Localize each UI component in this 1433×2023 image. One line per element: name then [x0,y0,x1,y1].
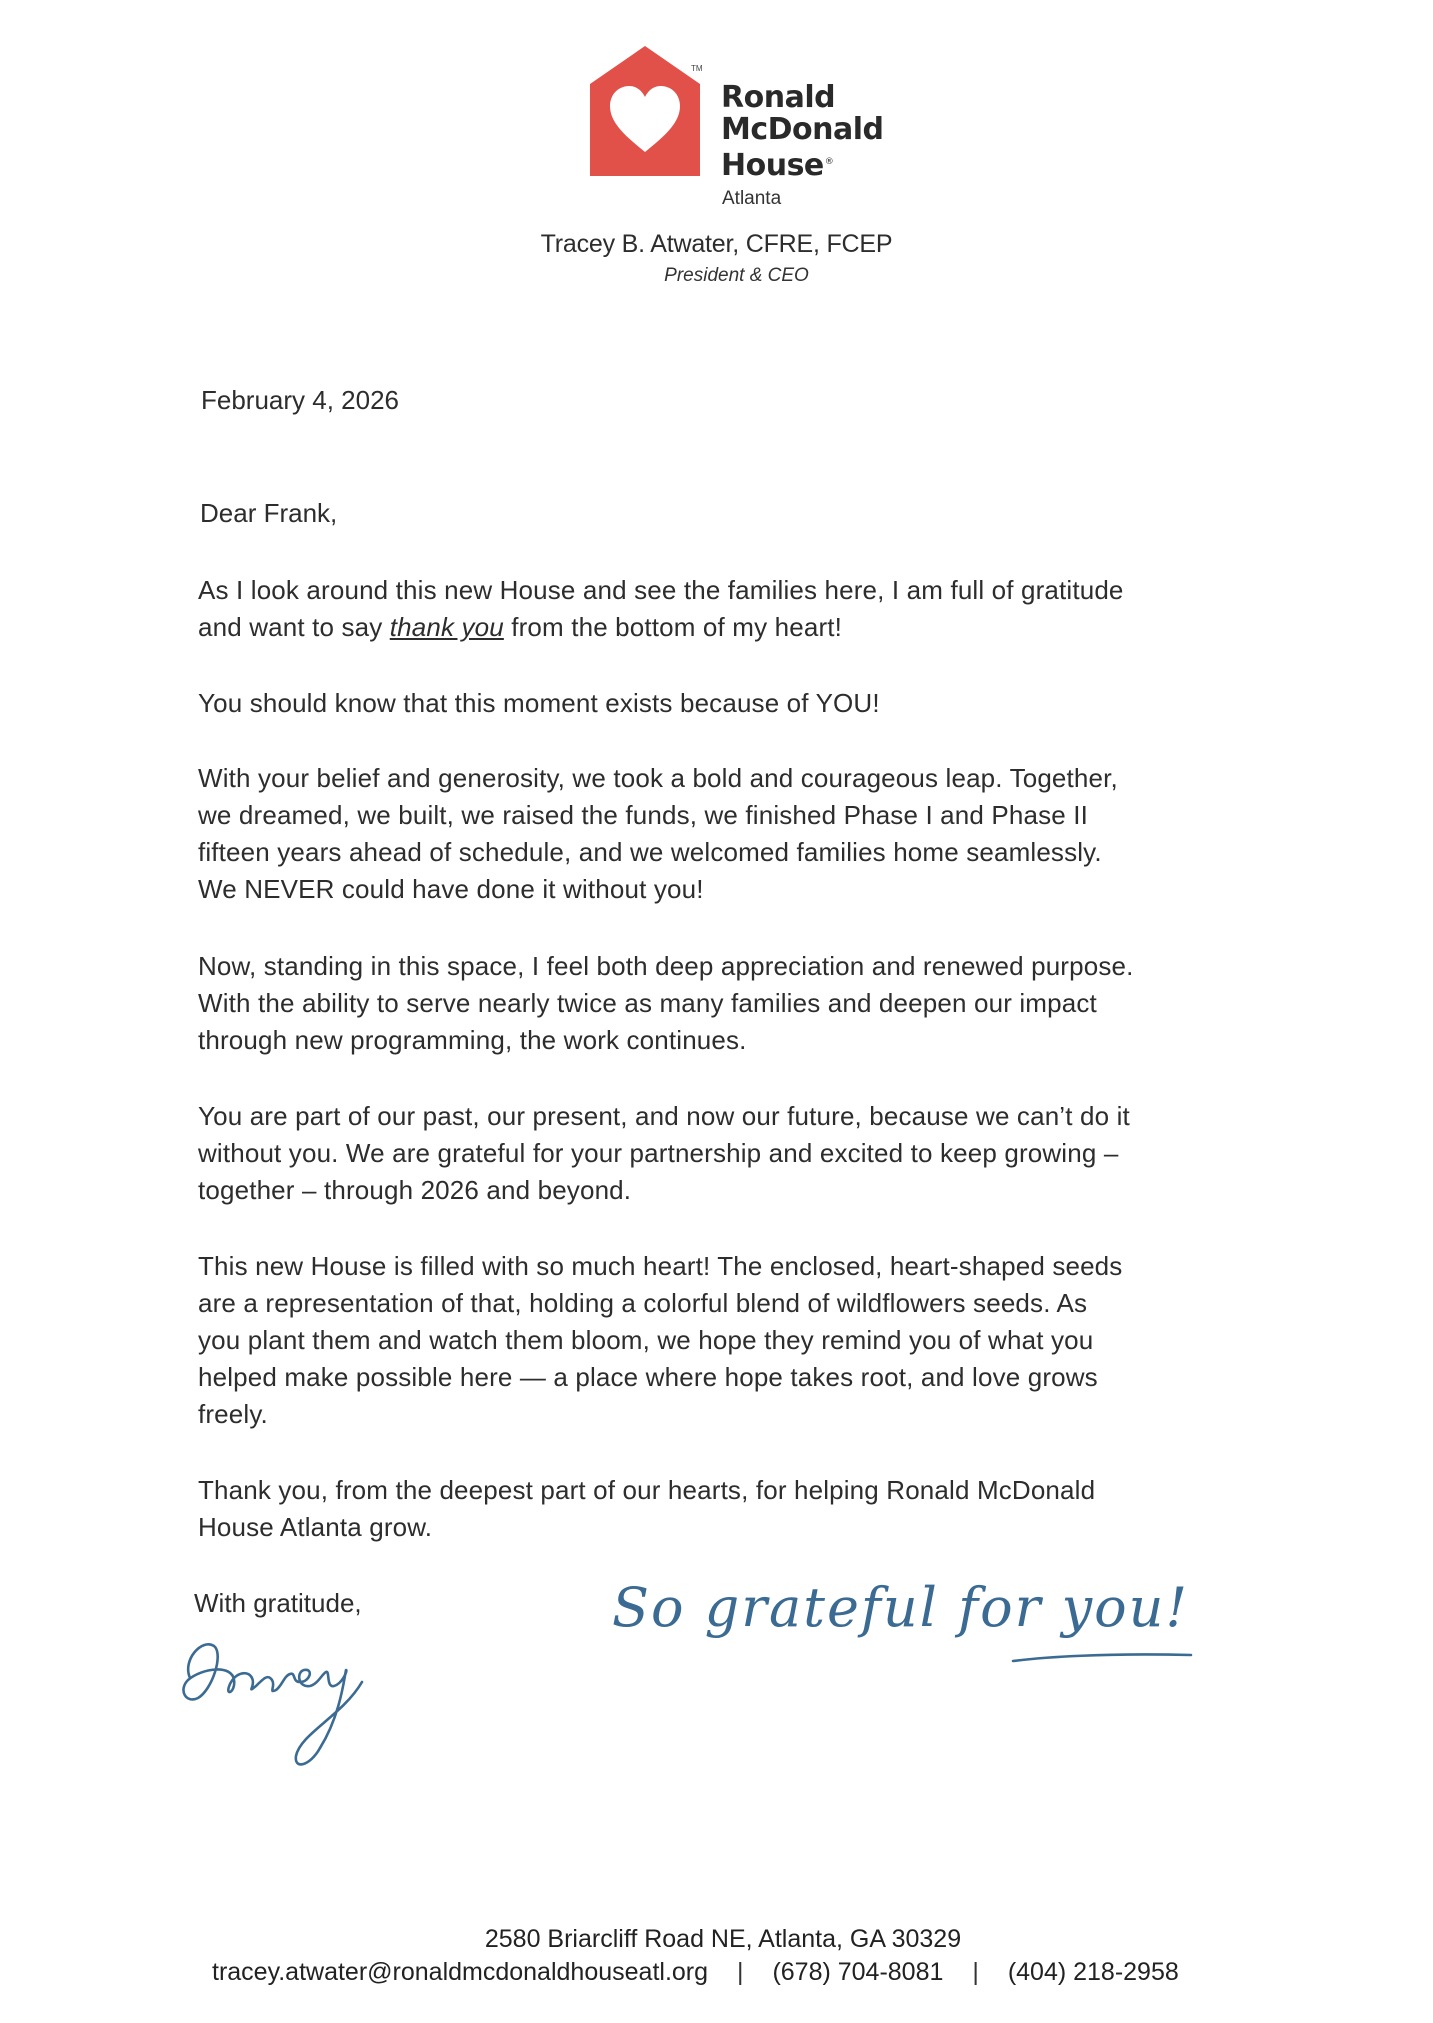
paragraph-3 [198,760,1278,908]
paragraph-line: With the ability to serve nearly twice as many families and deepen our impact [198,988,1097,1018]
footer-email[interactable]: tracey.atwater@ronaldmcdonaldhouseatl.org [212,1958,709,1986]
paragraph-line: helped make possible here — a place where hope takes root, and love grows [198,1362,1098,1392]
signature-tracey-icon [172,1620,422,1780]
trademark-mark: TM [691,64,703,73]
brand-line-house: House® [721,148,834,183]
paragraph-4 [198,948,1278,1059]
brand-city: Atlanta [722,188,782,209]
registered-mark: ® [824,157,834,167]
footer-address: 2580 Briarcliff Road NE, Atlanta, GA 30329 [484,1925,962,1953]
paragraph-6 [198,1248,1278,1433]
ronald-mcdonald-house-logo-icon [588,44,702,178]
paragraph-line: Thank you, from the deepest part of our hearts, for helping Ronald McDonald [198,1475,1096,1505]
footer-contact [212,1958,1179,1987]
paragraph-5 [198,1098,1278,1209]
paragraph-7 [198,1472,1278,1546]
note-underline-icon [605,1565,1195,1675]
paragraph-line: fifteen years ahead of schedule, and we welcomed families home seamlessly. [198,837,1102,867]
letter-closing: With gratitude, [194,1588,362,1618]
paragraph-line: without you. We are grateful for your partnership and excited to keep growing – [198,1138,1119,1168]
letter-date: February 4, 2026 [201,385,400,415]
footer-phone-2[interactable]: (404) 218-2958 [1007,1958,1179,1986]
paragraph-2 [198,685,1278,722]
paragraph-line: freely. [198,1399,268,1429]
handwritten-note: So grateful for you! [612,1576,1190,1639]
paragraph-line: through new programming, the work continues. [198,1025,747,1055]
letter-greeting: Dear Frank, [200,498,338,528]
paragraph-1 [198,572,1278,646]
thank-you-emphasis: thank you [389,612,504,642]
brand-line-mcdonald: McDonald [721,112,884,147]
paragraph-line: together – through 2026 and beyond. [198,1175,632,1205]
paragraph-line: We NEVER could have done it without you! [198,874,704,904]
paragraph-line: Now, standing in this space, I feel both deep appreciation and renewed purpose. [198,951,1134,981]
paragraph-line: As I look around this new House and see the families here, I am full of gratitude [198,575,1124,605]
paragraph-line: are a representation of that, holding a colorful blend of wildflowers seeds. As [198,1288,1088,1318]
brand-name [721,82,884,182]
paragraph-line: and want to say thank you from the bottom of my heart! [198,612,843,642]
footer-separator: | [972,1958,979,1986]
paragraph-line: You are part of our past, our present, and now our future, because we can’t do it [198,1101,1130,1131]
paragraph-line: With your belief and generosity, we took a bold and courageous leap. Together, [198,763,1118,793]
paragraph-line: you plant them and watch them bloom, we hope they remind you of what you [198,1325,1094,1355]
paragraph-line: You should know that this moment exists because of YOU! [198,688,880,718]
sender-name: Tracey B. Atwater, CFRE, FCEP [540,230,893,258]
paragraph-line: House Atlanta grow. [198,1512,433,1542]
footer-separator: | [736,1958,744,1986]
paragraph-line: This new House is filled with so much heart! The enclosed, heart-shaped seeds [198,1251,1123,1281]
paragraph-line: we dreamed, we built, we raised the funds, we finished Phase I and Phase II [198,800,1088,830]
footer-phone-1[interactable]: (678) 704-8081 [772,1958,944,1986]
sender-title: President & CEO [664,265,809,286]
brand-line-ronald: Ronald [721,80,836,115]
